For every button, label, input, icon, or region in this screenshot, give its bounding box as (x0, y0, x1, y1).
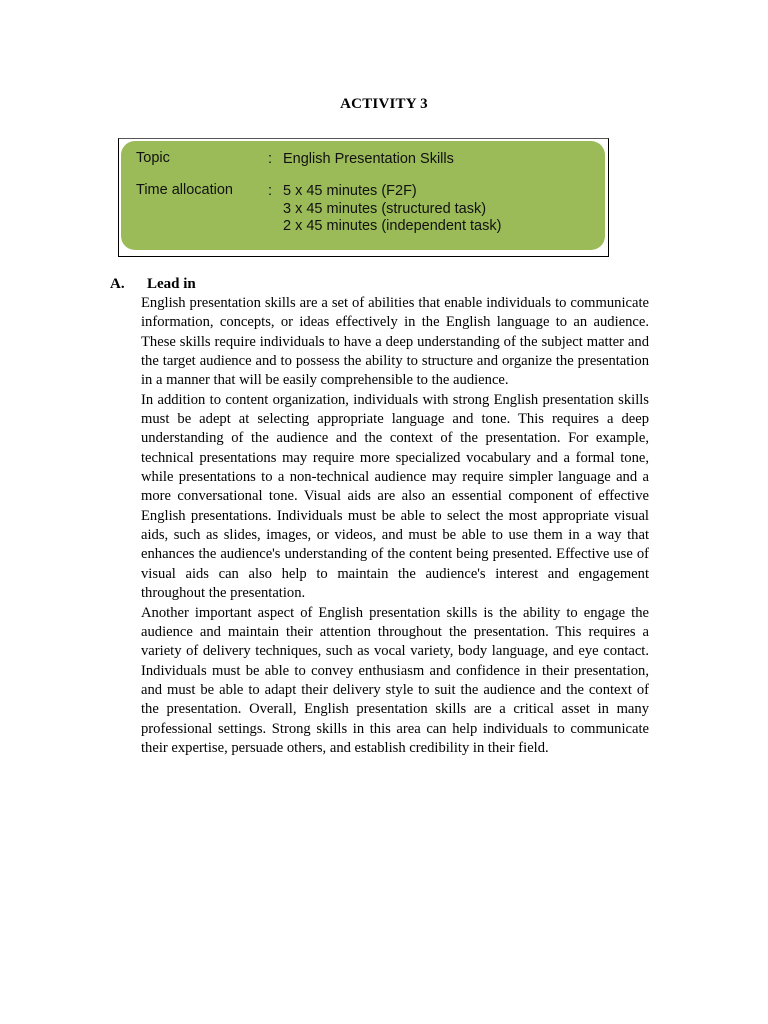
time-allocation-label: Time allocation (136, 182, 233, 198)
topic-value: English Presentation Skills (283, 151, 454, 167)
section-heading (110, 276, 196, 293)
topic-colon: : (268, 151, 273, 167)
body-paragraph: Another important aspect of English presentation skills is the ability to engage the audience and maintain their attention throughout the presentation. This requires a variety of delivery techniques, such as vocal variety, body language, and eye contact. Individuals must be able to convey enthusiasm and confidence in their presentation, and must be able to adapt their delivery style to suit the audience and the context of the presentation. Overall, English presentation skills are a critical asset in many professional settings. Strong skills in this area can help individuals to communicate their expertise, persuade others, and establish credibility in their field. (141, 604, 649, 756)
time-allocation-item: 3 x 45 minutes (structured task) (283, 200, 487, 217)
section-body (141, 294, 649, 758)
body-paragraph: In addition to content organization, individuals with strong English presentation skills must be adept at selecting appropriate language and tone. This requires a deep understanding of the audience and the context of the presentation. For example, technical presentations may require more specialized vocabulary and a formal tone, while presentations to a non-technical audience may require simpler language and a more conversational tone. Visual aids are also an essential component of effective English presentations. Individuals must be able to select the most appropriate visual aids, such as slides, images, or videos, and must be able to use them in a way that enhances the audience's understanding of the content being presented. Effective use of visual aids can also help to maintain the audience's interest and engagement throughout the presentation. (141, 391, 649, 602)
time-allocation-colon: : (268, 183, 273, 199)
section-title: Lead in (147, 276, 196, 292)
time-allocation-values (283, 183, 501, 236)
info-box (121, 141, 605, 250)
time-allocation-item: 2 x 45 minutes (independent task) (283, 218, 502, 234)
page-title: ACTIVITY 3 (340, 96, 428, 112)
section-letter: A. (110, 276, 125, 292)
time-allocation-item: 5 x 45 minutes (F2F) (283, 183, 417, 199)
topic-label: Topic (136, 150, 170, 166)
body-paragraph: English presentation skills are a set of abilities that enable individuals to communicate information, concepts, or ideas effectively in the English language to an audience. These skills require individuals to have a deep understanding of the subject matter and the target audience and to possess the ability to structure and organize the presentation in a manner that will be easily comprehensible to the audience. (141, 295, 649, 389)
